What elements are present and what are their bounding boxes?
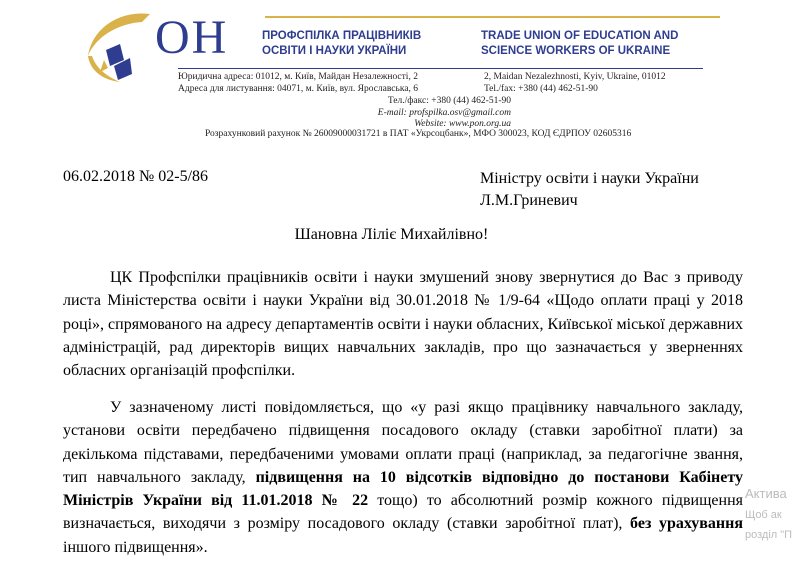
paragraph-2-text-1: У зазначеному листі повідомляється, що «у разі якщо працівнику навчального закладу, установи освіти передбачено підвищення посадового окладу (ставки заробітної плати) за декількома підставами, передбаченими умовами оплати праці (наприклад, за педагогічне звання, тип навчального закладу,: [63, 399, 743, 486]
website-link[interactable]: Website: www.pon.org.ua: [414, 119, 511, 129]
paragraph-2-text-2: тощо) то абсолютний розмір кожного підвищення визначається, виходячи з розміру посадового окладу (ставки заробітної плат),: [63, 492, 743, 533]
activation-watermark: [745, 483, 792, 545]
watermark-line3: розділ "П: [745, 529, 792, 541]
greeting: Шановна Ліліє Михайлівно!: [294, 226, 489, 243]
phone-ua: Тел./факс: +380 (44) 462-51-90: [387, 96, 511, 106]
address-en-line: 2, Maidan Nezalezhnosti, Kyiv, Ukraine, 01012: [484, 72, 666, 82]
letterhead: [0, 0, 783, 145]
bank-account: Розрахунковий рахунок № 26009000031721 в ПАТ «Укрсоцбанк», МФО 300023, КОД ЄДРПОУ 02605316: [205, 129, 632, 139]
letter-date-number: 06.02.2018 № 02-5/86: [63, 168, 209, 185]
paragraph-2: [63, 396, 743, 559]
legal-address-ua: Юридична адреса: 01012, м. Київ, Майдан Незалежності, 2: [178, 72, 418, 82]
org-name-en-line2: SCIENCE WORKERS OF UKRAINE: [481, 45, 671, 57]
org-name-en-line1: TRADE UNION OF EDUCATION AND: [481, 30, 679, 42]
watermark-line1: Актива: [745, 486, 787, 501]
paragraph-1: [63, 266, 743, 382]
watermark-line2: Щоб ак: [745, 509, 782, 521]
address-en: [484, 72, 666, 95]
union-logo-icon: [80, 10, 160, 90]
mailing-address-ua: Адреса для листування: 04071, м. Київ, вул. Ярославська, 6: [178, 83, 419, 94]
letterhead-divider-blue: [178, 68, 703, 69]
addressee: [480, 168, 699, 212]
org-name-ua-line2: ОСВІТИ І НАУКИ УКРАЇНИ: [262, 45, 407, 57]
email-link[interactable]: E-mail: profspilka.osv@gmail.com: [377, 107, 511, 118]
paragraph-2-bold-1: підвищення на 10 відсотків відповідно до постанови Кабінету Міністрів України від 11.01.2018 № 22: [63, 468, 744, 510]
contact-block: [378, 96, 511, 131]
letterhead-divider-gold: [265, 16, 720, 18]
paragraph-2-text-3: іншого підвищення».: [63, 538, 208, 556]
logo-text: ОН: [155, 11, 229, 64]
org-name-en: [481, 29, 678, 59]
paragraph-1-text: ЦК Профспілки працівників освіти і науки змушений знову звернутися до Вас з приводу листа Міністерства освіти і науки України від 30.01.2018 № 1/9-64 «Щодо оплати праці у 2018 році», спрямованого на адресу департаментів освіти і науки обласних, Київської міської державних адміністрацій, рад директорів вищих навчальних закладів, про що зазначається у зверненнях обласних організацій профспілки.: [63, 269, 743, 380]
org-name-ua: [262, 29, 421, 59]
addressee-name: Л.М.Гриневич: [480, 192, 578, 209]
phone-en: Tel./fax: +380 (44) 462-51-90: [484, 83, 598, 94]
org-name-ua-line1: ПРОФСПІЛКА ПРАЦІВНИКІВ: [262, 30, 422, 42]
paragraph-2-bold-2: без урахування: [630, 515, 744, 533]
addressee-title: Міністру освіти і науки України: [480, 170, 699, 187]
address-ua: [178, 72, 418, 95]
